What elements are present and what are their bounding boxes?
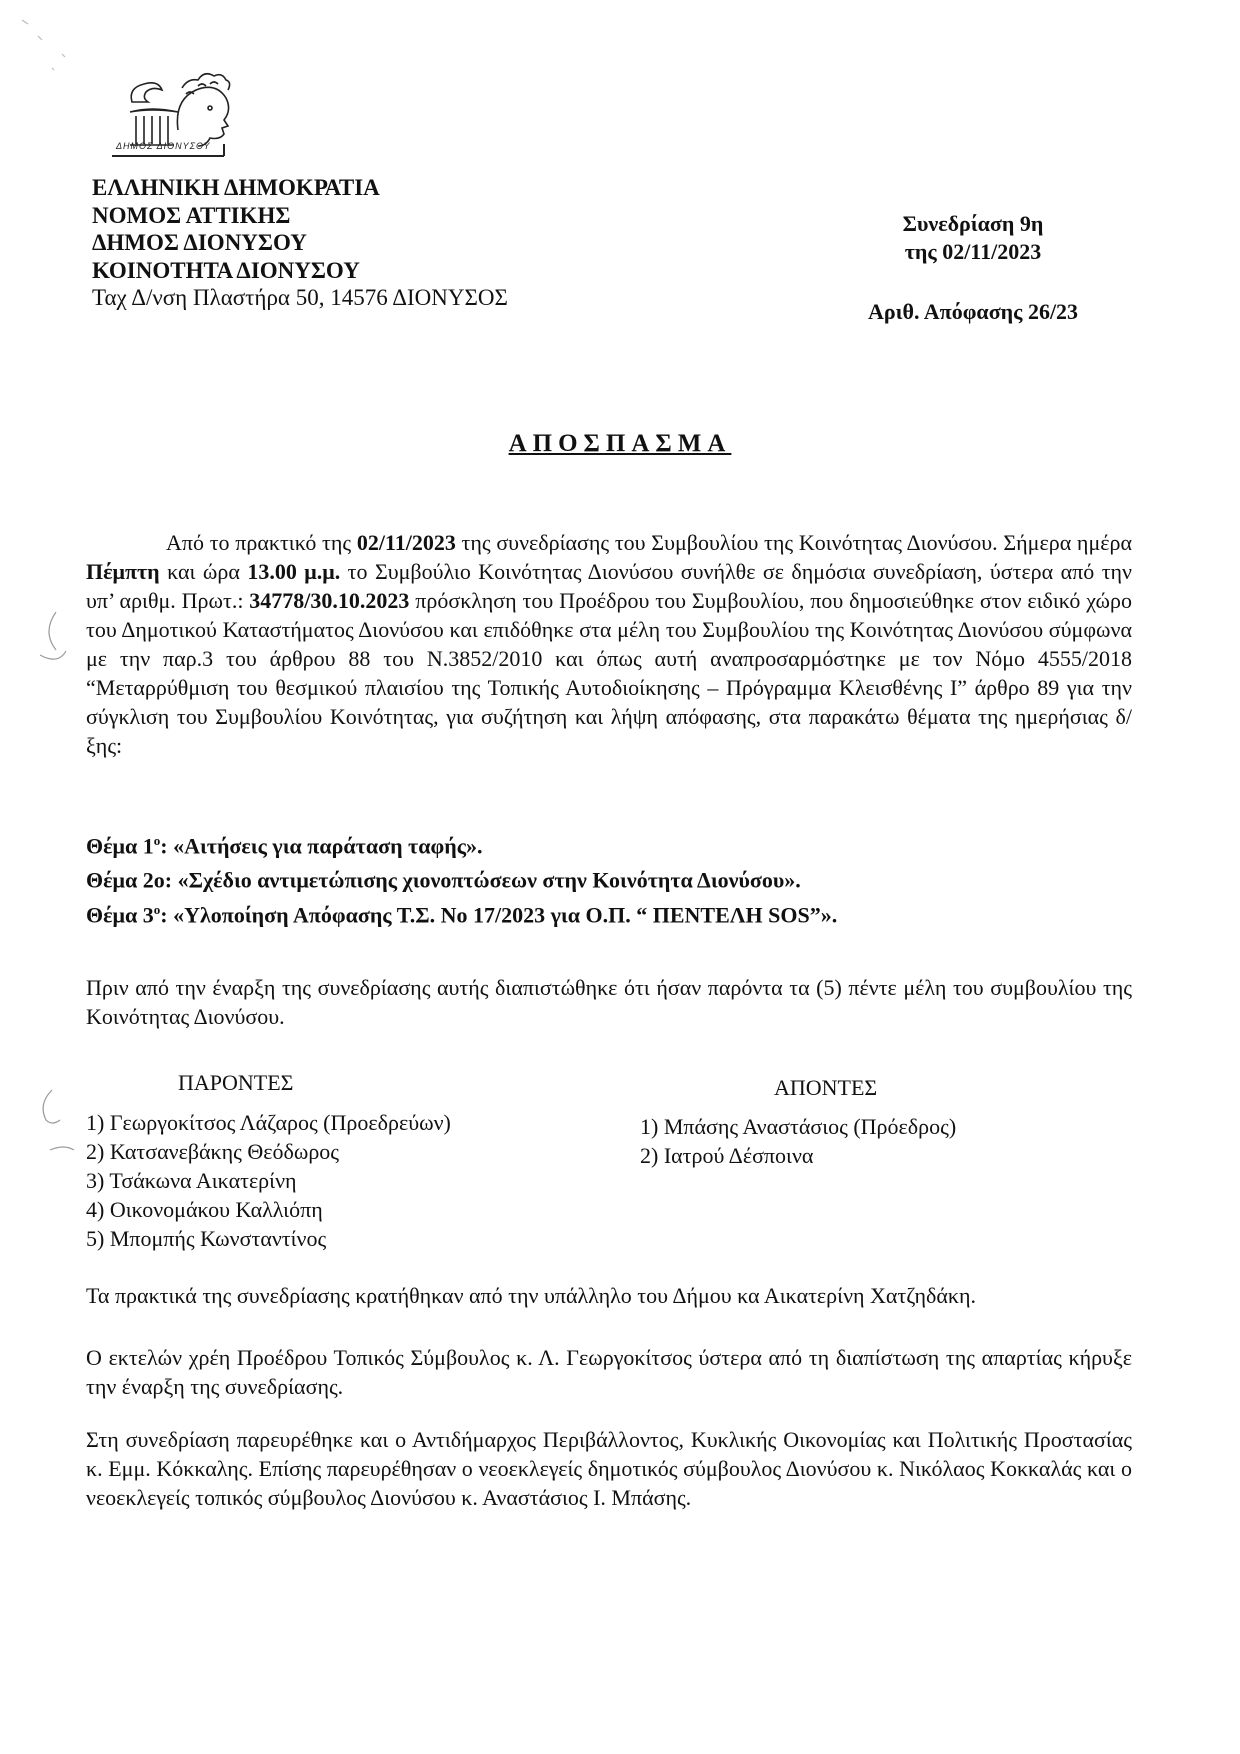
issuer-line-country: ΕΛΛΗΝΙΚΗ ΔΗΜΟΚΡΑΤΙΑ xyxy=(92,175,380,200)
list-item: 1) Γεωργοκίτσος Λάζαρος (Προεδρεύων) xyxy=(86,1110,451,1135)
session-date: της 02/11/2023 xyxy=(904,239,1042,264)
attendees-paragraph: Στη συνεδρίαση παρευρέθηκε και ο Αντιδήμαρχος Περιβάλλοντος, Κυκλικής Οικονομίας και Πολιτικής Προστασίας κ. Εμμ. Κόκκαλης. Επίσης παρευρέθησαν ο νεοεκλεγείς δημοτικός σύμβουλος Διονύσου κ. Νικόλαος Κοκκαλάς και ο νεοεκλεγείς τοπικός σύμβουλος Διονύσου κ. Αναστάσιος Ι. Μπάσης. xyxy=(86,1427,1132,1510)
list-item: 5) Μπομπής Κωνσταντίνος xyxy=(86,1226,327,1251)
issuer-address: Ταχ Δ/νση Πλαστήρα 50, 14576 ΔΙΟΝΥΣΟΣ xyxy=(92,285,508,310)
document-title: ΑΠΟΣΠΑΣΜΑ xyxy=(508,430,732,457)
list-item: 4) Οικονομάκου Καλλιόπη xyxy=(86,1197,323,1222)
present-heading: ΠΑΡΟΝΤΕΣ xyxy=(178,1070,294,1095)
opening-paragraph: Ο εκτελών χρέη Προέδρου Τοπικός Σύμβουλος κ. Λ. Γεωργοκίτσος ύστερα από τη διαπίστωση της απαρτίας κήρυξε την έναρξη της συνεδρίασης. xyxy=(86,1345,1132,1399)
decision-number: Αριθ. Απόφασης 26/23 xyxy=(868,299,1079,324)
absent-heading: ΑΠΟΝΤΕΣ xyxy=(774,1075,878,1100)
list-item: 2) Ιατρού Δέσποινα xyxy=(640,1143,814,1168)
issuer-line-prefecture: ΝΟΜΟΣ ΑΤΤΙΚΗΣ xyxy=(92,202,291,228)
issuer-line-municipality: ΔΗΜΟΣ ΔΙΟΝΥΣΟΥ xyxy=(92,230,307,255)
quorum-paragraph: Πριν από την έναρξη της συνεδρίασης αυτής διαπιστώθηκε ότι ήσαν παρόντα τα (5) πέντε μέλη του συμβουλίου της Κοινότητας Διονύσου. xyxy=(86,975,1132,1029)
list-item: 3) Τσάκωνα Αικατερίνη xyxy=(86,1168,297,1193)
agenda-topic: Θέμα 2ο: «Σχέδιο αντιμετώπισης χιονοπτώσεων στην Κοινότητα Διονύσου». xyxy=(86,867,801,893)
agenda-topic: Θέμα $1^o$: «Αιτήσεις για παράταση ταφής». xyxy=(86,833,483,859)
absent-members-list xyxy=(640,1112,956,1170)
present-members-list xyxy=(86,1108,451,1253)
logo-caption: ΔΗΜΟΣ ΔΙΟΝΥΣΟΥ xyxy=(116,141,211,151)
intro-paragraph: Από το πρακτικό της 02/11/2023 της συνεδρίασης του Συμβουλίου της Κοινότητας Διονύσου. Σήμερα ημέρα Πέμπτη και ώρα 13.00 μ.μ. το Συμβούλιο Κοινότητας Διονύσου συνήλθε σε δημόσια συνεδρίαση, ύστερα από την υπ’ αριθμ. Πρωτ.: 34778/30.10.2023 πρόσκληση του Προέδρου του Συμβουλίου, που δημοσιεύθηκε στον ειδικό χώρο του Δημοτικού Καταστήματος Διονύσου και επιδόθηκε στα μέλη του Συμβουλίου της Κοινότητας Διονύσου σύμφωνα με την παρ.3 του άρθρου 88 του Ν.3852/2010 και όπως αυτή αναπροσαρμόστηκε με τον Νόμο 4555/2018 “Μεταρρύθμιση του θεσμικού πλαισίου της Τοπικής Αυτοδιοίκησης – Πρόγραμμα Κλεισθένης Ι” άρθρο 89 για την σύγκλιση του Συμβουλίου Κοινότητας, για συζήτηση και λήψη απόφασης, στα παρακάτω θέματα της ημερήσιας δ/ξης: xyxy=(86,530,1132,758)
issuer-block xyxy=(92,174,508,312)
agenda-topics xyxy=(86,826,837,929)
minutes-keeper-paragraph: Τα πρακτικά της συνεδρίασης κρατήθηκαν από την υπάλληλο του Δήμου κα Αικατερίνη Χατζηδάκη. xyxy=(86,1283,977,1308)
list-item: 2) Κατσανεβάκης Θεόδωρος xyxy=(86,1139,340,1164)
session-block xyxy=(868,210,1078,266)
session-number: Συνεδρίαση 9η xyxy=(902,211,1044,236)
issuer-line-community: ΚΟΙΝΟΤΗΤΑ ΔΙΟΝΥΣΟΥ xyxy=(92,257,360,283)
list-item: 1) Μπάσης Αναστάσιος (Πρόεδρος) xyxy=(640,1114,957,1139)
agenda-topic: Θέμα $3^o$: «Υλοποίηση Απόφασης Τ.Σ. Νο 17/2023 για Ο.Π. “ ΠΕΝΤΕΛΗ SOS”». xyxy=(86,901,838,927)
